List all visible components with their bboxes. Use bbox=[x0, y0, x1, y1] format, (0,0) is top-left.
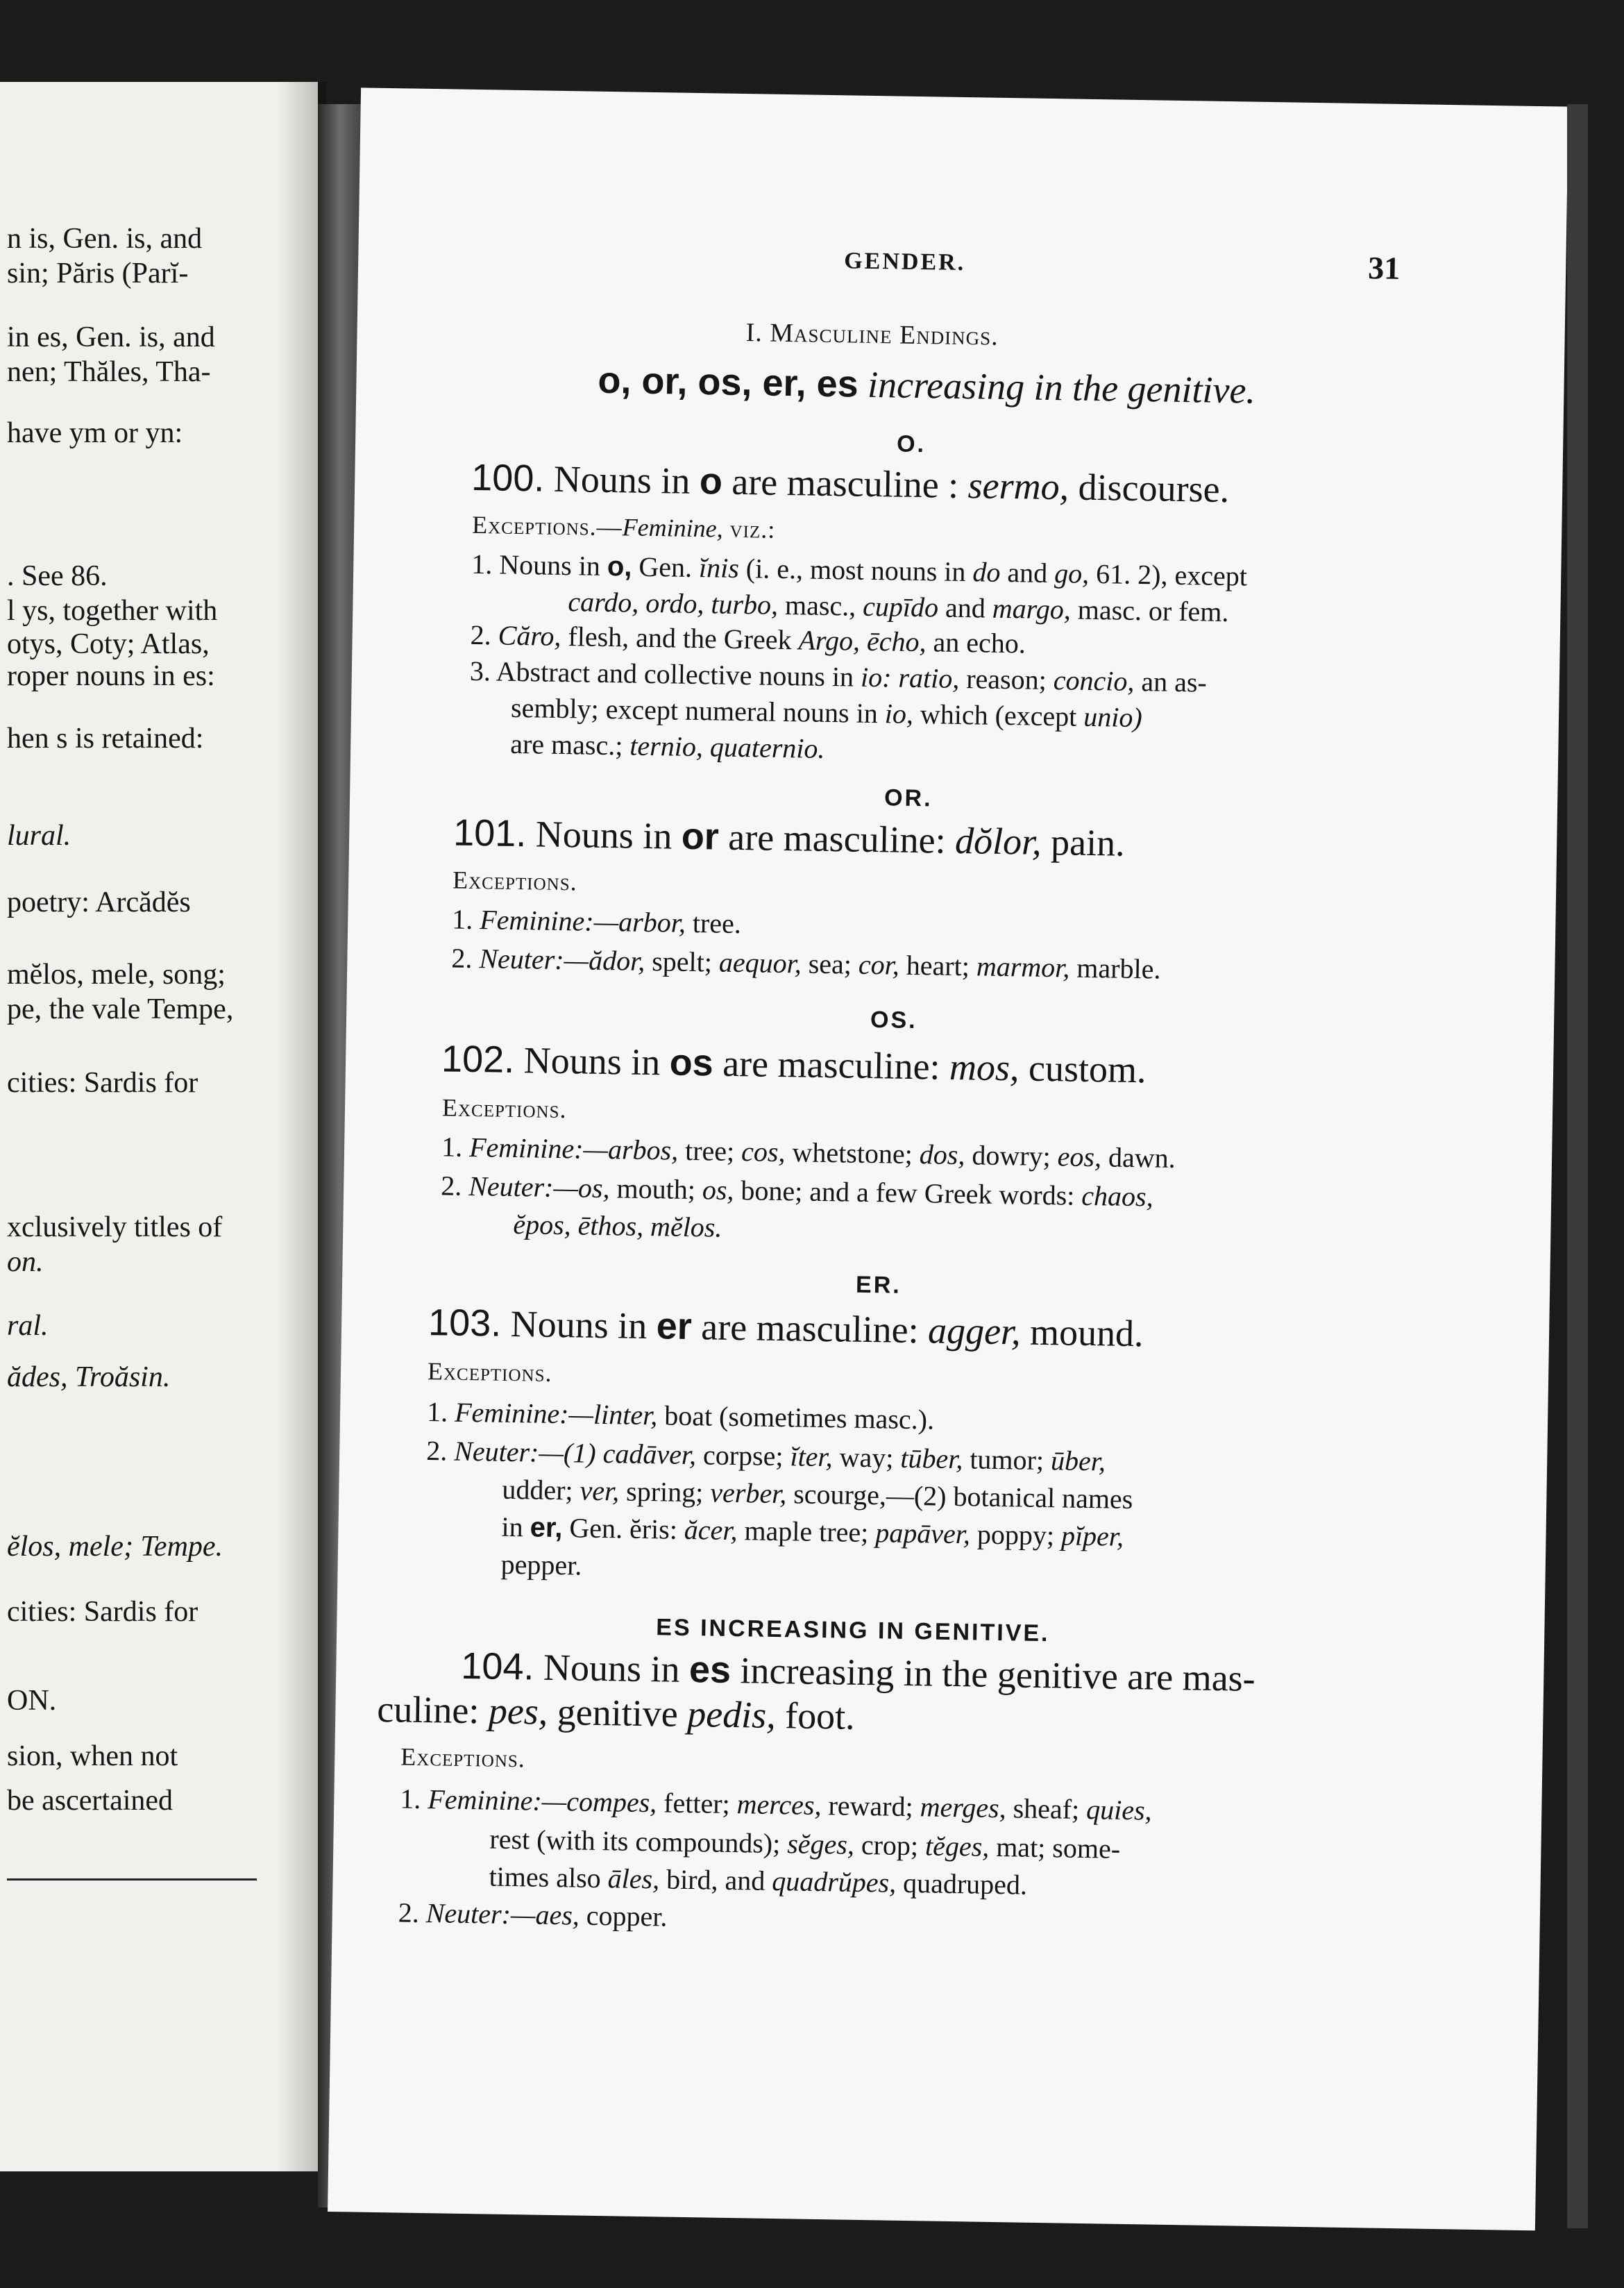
item-number: 2. bbox=[398, 1896, 420, 1928]
exceptions-viz: viz.: bbox=[729, 514, 776, 544]
item-italic: ĕpos, ēthos, mĕlos. bbox=[513, 1208, 722, 1243]
left-page-line: n is, Gen. is, and bbox=[7, 223, 203, 255]
item-text: sea; bbox=[808, 948, 852, 980]
rule-text: Nouns in bbox=[535, 813, 673, 857]
rule-number: 102. bbox=[441, 1038, 515, 1081]
item-text: heart; bbox=[906, 949, 970, 982]
exceptions-100 bbox=[472, 510, 776, 544]
rule-text: Nouns in bbox=[523, 1039, 661, 1084]
rule-number: 103. bbox=[428, 1302, 502, 1345]
item-number: 2. bbox=[470, 619, 492, 651]
rule-104-cont bbox=[377, 1688, 855, 1738]
item-text: crop; bbox=[861, 1828, 919, 1862]
item-number: 1. bbox=[441, 1131, 463, 1163]
subhead-er: ER. bbox=[855, 1271, 902, 1299]
exceptions-103: Exceptions. bbox=[427, 1357, 552, 1387]
item-italic: Feminine:—compes, bbox=[428, 1783, 657, 1819]
item-text: flesh, and the Greek bbox=[568, 621, 792, 656]
item-text: way; bbox=[839, 1441, 894, 1474]
left-page-line: nen; Thăles, Tha- bbox=[7, 356, 211, 388]
item-text: and bbox=[945, 591, 986, 624]
item-text: corpse; bbox=[702, 1439, 784, 1472]
item-italic: eos, bbox=[1057, 1141, 1102, 1173]
rule-text: are masculine: bbox=[700, 1306, 920, 1352]
left-page-line: be ascertained bbox=[7, 1785, 174, 1817]
left-page-line: cities: Sardis for bbox=[7, 1596, 198, 1628]
rule-text: are masculine : bbox=[731, 460, 959, 506]
item-text: sembly; except numeral nouns in bbox=[510, 691, 879, 730]
section-title: I. Masculine Endings. bbox=[745, 318, 999, 351]
item-italic: āles, bbox=[607, 1862, 660, 1895]
item-italic: io: bbox=[860, 661, 892, 693]
item-italic: Feminine:—arbos, bbox=[468, 1131, 679, 1166]
item-italic: cupīdo bbox=[862, 590, 939, 623]
rule-number: 104. bbox=[460, 1644, 534, 1688]
left-page-line: in es, Gen. is, and bbox=[7, 321, 215, 353]
exceptions-note: Feminine, bbox=[622, 513, 723, 543]
endings-list: o, or, os, er, es bbox=[598, 359, 859, 405]
rule-text: genitive bbox=[557, 1691, 679, 1735]
item-text: rest (with its compounds); bbox=[489, 1823, 781, 1860]
rule-keyword: or bbox=[681, 815, 720, 858]
item-text: mouth; bbox=[616, 1172, 696, 1206]
item-italic: go, bbox=[1054, 557, 1090, 589]
exception-103-1 bbox=[427, 1395, 935, 1436]
item-italic: quadrŭpes, bbox=[771, 1865, 897, 1899]
item-number: 1. bbox=[400, 1783, 421, 1815]
exception-104-1 bbox=[400, 1783, 1152, 1827]
left-page-line: otys, Coty; Atlas, bbox=[7, 628, 210, 660]
item-text: udder; bbox=[502, 1473, 573, 1506]
rule-example: mos, bbox=[949, 1045, 1020, 1089]
item-text: Abstract and collective nouns in bbox=[496, 655, 854, 693]
item-italic: pĭper, bbox=[1060, 1520, 1124, 1552]
item-text: masc., bbox=[784, 589, 856, 622]
item-keyword: er, bbox=[530, 1512, 563, 1544]
rule-103 bbox=[428, 1301, 1144, 1355]
item-number: 2. bbox=[451, 942, 473, 975]
item-italic: dos, bbox=[919, 1138, 965, 1171]
item-italic: ūber, bbox=[1050, 1445, 1106, 1477]
item-italic: ĭnis bbox=[698, 552, 740, 584]
item-italic: concio, bbox=[1053, 664, 1135, 697]
item-text: dawn. bbox=[1108, 1141, 1176, 1174]
exception-101-2 bbox=[451, 942, 1161, 986]
item-text: Nouns in bbox=[498, 548, 601, 582]
left-page bbox=[0, 82, 318, 2171]
page-number: 31 bbox=[1367, 250, 1401, 286]
left-page-line: l ys, together with bbox=[7, 595, 218, 627]
rule-text: Nouns in bbox=[543, 1646, 680, 1690]
exception-104-1-cont1 bbox=[489, 1823, 1120, 1865]
item-italic: Argo, ēcho, bbox=[798, 624, 927, 658]
subhead-or: OR. bbox=[883, 784, 933, 812]
item-text: spelt; bbox=[651, 945, 713, 978]
left-page-line: xclusively titles of bbox=[7, 1211, 223, 1243]
item-text: sheaf; bbox=[1013, 1792, 1080, 1825]
rule-gloss: foot. bbox=[784, 1694, 856, 1738]
item-text: copper. bbox=[586, 1899, 668, 1933]
item-text: bird, and bbox=[666, 1863, 766, 1896]
exception-102-1 bbox=[441, 1130, 1176, 1175]
left-page-line: have ym or yn: bbox=[7, 417, 183, 449]
item-text: an echo. bbox=[933, 626, 1026, 659]
item-number: 2. bbox=[425, 1435, 448, 1467]
item-italic: chaos, bbox=[1081, 1179, 1154, 1213]
rule-example: agger, bbox=[927, 1309, 1022, 1353]
item-text: tree; bbox=[684, 1134, 735, 1167]
endings-tail: increasing in the genitive. bbox=[867, 363, 1256, 412]
item-italic: cardo, ordo, turbo, bbox=[568, 586, 779, 621]
item-text: are masc.; bbox=[509, 727, 623, 762]
left-page-line: . See 86. bbox=[7, 560, 108, 592]
item-text: whetstone; bbox=[792, 1136, 913, 1170]
item-text: boat (sometimes masc.). bbox=[663, 1399, 935, 1436]
item-italic: margo, bbox=[992, 592, 1072, 625]
subhead-o: O. bbox=[896, 430, 927, 458]
item-italic: io, bbox=[884, 698, 914, 730]
rule-text: are masculine: bbox=[722, 1042, 941, 1088]
exceptions-104: Exceptions. bbox=[400, 1742, 526, 1773]
item-italic: cor, bbox=[858, 948, 900, 981]
item-text: an as- bbox=[1141, 666, 1208, 698]
exception-104-2 bbox=[398, 1896, 667, 1933]
left-page-line: hen s is retained: bbox=[7, 723, 204, 755]
subhead-es: ES INCREASING IN GENITIVE. bbox=[656, 1614, 1050, 1647]
right-page bbox=[328, 87, 1568, 2230]
item-italic: cadāver, bbox=[602, 1438, 697, 1471]
item-text: marble. bbox=[1076, 952, 1161, 985]
exception-104-1-cont2 bbox=[489, 1860, 1027, 1901]
item-text: reason; bbox=[965, 663, 1047, 696]
rule-example: sermo, bbox=[967, 464, 1069, 508]
item-italic: do bbox=[972, 556, 1001, 588]
endings-line bbox=[598, 359, 1255, 412]
rule-example: pedis, bbox=[686, 1693, 777, 1737]
exceptions-label: Exceptions.— bbox=[471, 510, 623, 541]
item-number: 2. bbox=[440, 1170, 462, 1202]
item-italic: ternio, quaternio. bbox=[629, 730, 825, 764]
running-head: GENDER. bbox=[843, 248, 966, 276]
item-italic: verber, bbox=[709, 1477, 787, 1510]
item-italic: quies, bbox=[1085, 1794, 1152, 1826]
item-keyword: o, bbox=[607, 550, 632, 582]
item-number: 3. bbox=[469, 655, 491, 687]
right-page-edge bbox=[1567, 104, 1588, 2228]
item-italic: cos, bbox=[741, 1136, 786, 1168]
item-italic: Feminine:—linter, bbox=[454, 1396, 658, 1431]
left-page-line: ădes, Troăsin. bbox=[7, 1361, 171, 1393]
exceptions-101: Exceptions. bbox=[452, 866, 578, 896]
exception-103-2-cont2 bbox=[501, 1511, 1124, 1553]
left-page-line: roper nouns in es: bbox=[7, 660, 215, 692]
item-text: dowry; bbox=[972, 1139, 1051, 1172]
item-text: quadruped. bbox=[902, 1867, 1028, 1901]
item-text: masc. or fem. bbox=[1077, 594, 1229, 628]
item-italic: Neuter:—os, bbox=[468, 1170, 610, 1204]
item-italic: Neuter:—aes, bbox=[425, 1897, 580, 1931]
item-text: scourge,—(2) botanical names bbox=[793, 1478, 1133, 1515]
item-text: maple tree; bbox=[744, 1515, 869, 1549]
left-page-line: cities: Sardis for bbox=[7, 1067, 198, 1099]
item-italic: Neuter:—(1) bbox=[453, 1435, 597, 1469]
rule-number: 100. bbox=[471, 456, 545, 500]
item-text: tumor; bbox=[970, 1443, 1044, 1477]
rule-102 bbox=[441, 1037, 1147, 1091]
rule-example: pes, bbox=[488, 1690, 548, 1733]
item-italic: papāver, bbox=[874, 1517, 971, 1550]
item-text: spring; bbox=[625, 1475, 704, 1508]
exception-103-2-cont1 bbox=[502, 1473, 1133, 1515]
left-page-line: pe, the vale Tempe, bbox=[7, 993, 234, 1025]
item-text: poppy; bbox=[976, 1518, 1055, 1551]
rule-text: Nouns in bbox=[510, 1302, 648, 1347]
left-page-line: lural. bbox=[7, 820, 71, 852]
item-italic: ăcer, bbox=[684, 1513, 738, 1547]
rule-example: dŏlor, bbox=[954, 819, 1042, 863]
item-text: in bbox=[501, 1511, 524, 1543]
item-italic: ver, bbox=[580, 1474, 620, 1507]
left-page-line: ON. bbox=[7, 1685, 57, 1717]
item-italic: Feminine:—arbor, bbox=[479, 904, 686, 939]
rule-text: Nouns in bbox=[553, 457, 691, 502]
item-italic: unio) bbox=[1083, 700, 1143, 734]
left-page-rule bbox=[7, 1878, 257, 1881]
item-italic: ratio, bbox=[898, 662, 960, 694]
item-italic: Căro, bbox=[498, 619, 561, 652]
rule-keyword: o bbox=[699, 460, 723, 503]
exception-100-3-cont1 bbox=[511, 691, 1142, 734]
item-italic: marmor, bbox=[976, 950, 1070, 984]
rule-100 bbox=[471, 456, 1230, 511]
left-page-line: on. bbox=[7, 1246, 44, 1278]
rule-keyword: es bbox=[688, 1649, 731, 1691]
item-text: 61. 2), except bbox=[1095, 558, 1248, 592]
left-page-line: poetry: Arcădĕs bbox=[7, 886, 191, 918]
item-text: mat; some- bbox=[995, 1831, 1121, 1865]
exception-100-2 bbox=[470, 619, 1026, 660]
item-text: and bbox=[1007, 557, 1048, 589]
item-number: 1. bbox=[451, 903, 473, 936]
item-italic: sĕges, bbox=[786, 1828, 855, 1860]
exception-103-2-cont3: pepper. bbox=[500, 1548, 582, 1581]
rule-gloss: mound. bbox=[1029, 1311, 1144, 1355]
rule-text: are masculine: bbox=[727, 816, 947, 861]
rule-keyword: er bbox=[656, 1305, 693, 1348]
item-number: 1. bbox=[426, 1396, 448, 1428]
item-number: 1. bbox=[471, 548, 493, 580]
item-text: Gen. ĕris: bbox=[569, 1512, 678, 1545]
rule-gloss: pain. bbox=[1050, 821, 1126, 864]
rule-text: increasing in the genitive are mas- bbox=[740, 1649, 1256, 1699]
rule-text: culine: bbox=[376, 1688, 480, 1732]
left-page-line: mĕlos, mele, song; bbox=[7, 959, 226, 991]
exception-102-2 bbox=[441, 1169, 1153, 1213]
exception-102-2-cont bbox=[513, 1208, 722, 1244]
exception-100-3-cont2 bbox=[510, 727, 825, 765]
left-page-line: ĕlos, mele; Tempe. bbox=[7, 1531, 223, 1563]
exceptions-102: Exceptions. bbox=[441, 1093, 567, 1124]
item-text: Gen. bbox=[638, 550, 693, 583]
item-italic: os, bbox=[702, 1174, 734, 1206]
item-italic: merges, bbox=[920, 1791, 1007, 1824]
left-page-line: sion, when not bbox=[7, 1740, 178, 1772]
item-text: fetter; bbox=[663, 1787, 731, 1819]
item-italic: tĕges, bbox=[924, 1830, 990, 1862]
item-text: bone; and a few Greek words: bbox=[741, 1175, 1075, 1211]
item-text: tree. bbox=[692, 907, 742, 940]
item-text: which (except bbox=[920, 698, 1077, 732]
rule-gloss: custom. bbox=[1028, 1047, 1147, 1091]
item-italic: merces, bbox=[736, 1788, 822, 1822]
rule-keyword: os bbox=[669, 1041, 714, 1084]
rule-101 bbox=[453, 811, 1125, 865]
rule-number: 101. bbox=[452, 811, 527, 855]
item-italic: ĭter, bbox=[790, 1440, 834, 1473]
exception-103-2 bbox=[426, 1434, 1106, 1477]
exception-101-1 bbox=[452, 903, 741, 941]
left-page-line: sin; Păris (Parĭ- bbox=[7, 258, 189, 289]
item-italic: aequor, bbox=[718, 946, 802, 979]
item-italic: Neuter:—ădor, bbox=[479, 943, 645, 977]
subhead-os: OS. bbox=[870, 1007, 917, 1034]
rule-gloss: discourse. bbox=[1078, 466, 1230, 511]
left-page-line: ral. bbox=[7, 1310, 49, 1342]
item-italic: tūber, bbox=[900, 1442, 963, 1475]
item-text: reward; bbox=[828, 1790, 914, 1823]
item-text: times also bbox=[489, 1860, 602, 1894]
item-text: (i. e., most nouns in bbox=[745, 553, 966, 588]
